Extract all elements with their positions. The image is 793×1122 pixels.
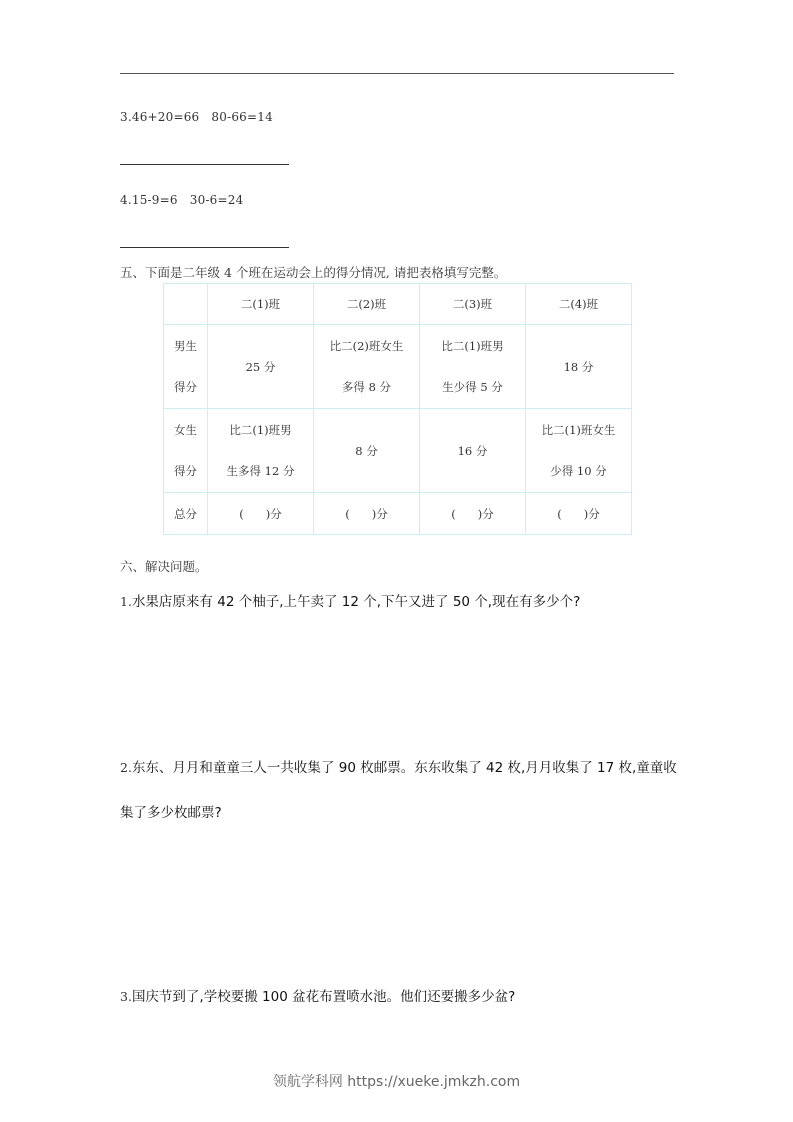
problem-2-line-1: 2.东东、月月和童童三人一共收集了 90 枚邮票。东东收集了 42 枚,月月收集了 17 枚,童童收 [120,760,677,776]
row-label: 男生 得分 [164,325,208,409]
row-label: 女生 得分 [164,409,208,493]
answer-blank[interactable]: ( )分 [526,493,632,535]
equation-4: 4.15-9=6 30-6=24 [120,193,244,207]
problem-3: 3.国庆节到了,学校要搬 100 盆花布置喷水池。他们还要搬多少盆? [120,989,516,1005]
problem-2-line-2: 集了多少枚邮票? [120,805,222,821]
header-cell: 二(2)班 [314,284,420,325]
table-cell: 18 分 [526,325,632,409]
section-5-title: 五、下面是二年级 4 个班在运动会上的得分情况, 请把表格填写完整。 [120,265,507,280]
table-cell: 16 分 [420,409,526,493]
table-cell: 8 分 [314,409,420,493]
table-cell: 比二(2)班女生 多得 8 分 [314,325,420,409]
row-label: 总分 [164,493,208,535]
header-cell: 二(3)班 [420,284,526,325]
header-cell-empty [164,284,208,325]
answer-line-4 [120,247,289,248]
footer-watermark: 领航学科网 https://xueke.jmkzh.com [272,1074,521,1090]
section-6-title: 六、解决问题。 [120,559,208,574]
table-cell: 25 分 [208,325,314,409]
table-row-boys [164,325,632,409]
table-row-girls [164,409,632,493]
answer-blank[interactable]: ( )分 [208,493,314,535]
table-cell: 比二(1)班男 生少得 5 分 [420,325,526,409]
score-table [163,283,632,535]
answer-blank[interactable]: ( )分 [314,493,420,535]
header-rule [120,73,674,74]
table-cell: 比二(1)班男 生多得 12 分 [208,409,314,493]
header-cell: 二(1)班 [208,284,314,325]
table-header-row [164,284,632,325]
answer-blank[interactable]: ( )分 [420,493,526,535]
header-cell: 二(4)班 [526,284,632,325]
table-cell: 比二(1)班女生 少得 10 分 [526,409,632,493]
problem-1: 1.水果店原来有 42 个柚子,上午卖了 12 个,下午又进了 50 个,现在有多少个? [120,594,581,610]
table-row-total [164,493,632,535]
equation-3: 3.46+20=66 80-66=14 [120,110,273,124]
answer-line-3 [120,164,289,165]
